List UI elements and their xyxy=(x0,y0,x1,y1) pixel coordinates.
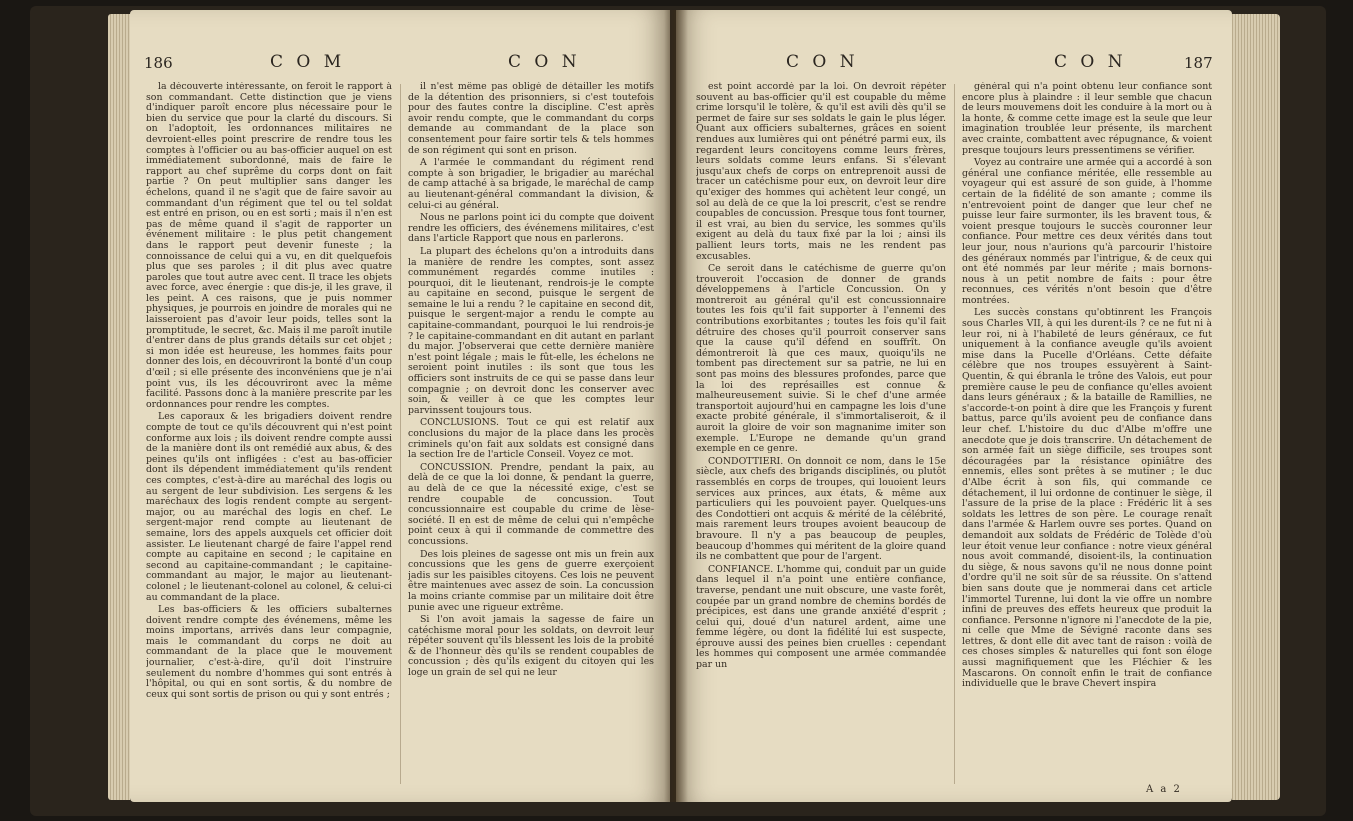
paragraph: général qui n'a point obtenu leur confiance sont encore plus à plaindre : il leur semble que chacun de leurs mouvemens doit les conduire à la mort ou à la honte, & comme cette image est la seule que leur imagination troublée leur présente, ils marchent avec crainte, combattent avec répugnance, & voient presque toujours leurs pressentimens se vérifier. xyxy=(962,82,1212,156)
left-folio: 186 xyxy=(144,54,173,72)
column-rule xyxy=(400,84,401,784)
signature-mark: A a 2 xyxy=(1146,784,1182,795)
column-rule xyxy=(954,84,955,784)
left-running-head-right: C O N xyxy=(508,52,581,72)
left-page xyxy=(130,10,670,802)
left-column-2 xyxy=(408,82,654,790)
paragraph: CONCUSSION. Prendre, pendant la paix, au delà de ce que la loi donne, & pendant la guerre, au delà de ce que la nécessité exige, c'est se rendre coupable de concussion. Tout concussionnaire est coupable du crime de lèse-société. Il en est de même de celui qui n'empêche point ceux à qui il commande de commettre des concussions. xyxy=(408,461,654,547)
paragraph: Nous ne parlons point ici du compte que doivent rendre les officiers, des événemens militaires, c'est dans l'article Rapport que nous en parlerons. xyxy=(408,212,654,245)
right-column-1 xyxy=(696,82,946,790)
left-column-1 xyxy=(146,82,392,790)
right-running-head-left: C O N xyxy=(786,52,859,72)
paragraph: Les succès constans qu'obtinrent les François sous Charles VII, à qui les durent-ils ? ce ne fut ni à leur roi, ni à l'habileté de leurs généraux, ce fut uniquement à la confiance aveugle qu'ils avoient mise dans la Pucelle d'Orléans. Cette défaite célèbre que nos troupes essuyèrent à Saint-Quentin, & qui ébranla le trône des Valois, eut pour première cause le peu de confiance qu'elles avoient dans leurs généraux ; & la bataille de Ramillies, ne s'accorde-t-on point à dire que les François y furent battus, parce qu'ils avoient peu de confiance dans leur chef. L'histoire du duc d'Albe m'offre une anecdote que je dois transcrire. Un détachement de son armée fait un siège difficile, ses troupes sont découragées par la résistance opiniâtre des ennemis, elles sont prêtes à se mutiner ; le duc d'Albe écrit à son fils, qui commande ce détachement, il lui ordonne de continuer le siège, il l'assure de la prise de la place : Frédéric lit à ses soldats les lettres de son père. Le courage renaît dans l'armée & Harlem ouvre ses portes. Quand on demandoit aux soldats de Frédéric de Tolède d'où leur étoit venue leur confiance : notre vieux général nous avoit commandé, disoient-ils, la continuation du siège, & nous savons qu'il ne nous donne point d'ordre qu'il ne soit sûr de sa réussite. On s'attend bien sans doute que je nommerai dans cet article l'immortel Turenne, lui dont la vie offre un nombre infini de preuves des effets heureux que produit la confiance. Personne n'ignore ni l'anecdote de la pie, ni celle que Mme de Sévigné raconte dans ses lettres, & dont elle dit avec tant de raison : voilà de ces choses simples & naturelles qui font son éloge aussi magnifiquement que les Fléchier & les Mascarons. On connoît enfin le trait de confiance individuelle que le brave Chevert inspira xyxy=(962,307,1212,690)
right-page xyxy=(676,10,1232,802)
paragraph: CONCLUSIONS. Tout ce qui est relatif aux conclusions du major de la place dans les procès criminels qu'on fait aux soldats est consigné dans la section Ire de l'article Conseil. Voyez ce mot. xyxy=(408,417,654,461)
left-page-edges xyxy=(108,14,130,800)
paragraph: Les caporaux & les brigadiers doivent rendre compte de tout ce qu'ils découvrent qui n'est point conforme aux lois ; ils doivent rendre compte aussi de la manière dont ils ont remédié aux abus, & des peines qu'ils ont infligées : c'est au bas-officier dont ils dépendent immédiatement qu'ils rendent ces comptes, c'est-à-dire au maréchal des logis ou au sergent de leur subdivision. Les sergens & les maréchaux des logis rendent compte au sergent-major, ou au maréchal des logis en chef. Le sergent-major rend compte au lieutenant de semaine, lors des appels auxquels cet officier doit assister. Le lieutenant chargé de faire l'appel rend compte au capitaine en second ; le capitaine en second au capitaine-commandant ; le capitaine-commandant au major, le major au lieutenant-colonel ; le lieutenant-colonel au colonel, & celui-ci au commandant de la place. xyxy=(146,411,392,603)
paragraph: il n'est même pas obligé de détailler les motifs de la détention des prisonniers, si c'est toutefois pour des fautes contre la discipline. C'est après avoir rendu compte, que le commandant du corps demande au commandant de la place son consentement pour faire sortir tels & tels hommes de son régiment qui sont en prison. xyxy=(408,82,654,156)
paragraph: A l'armée le commandant du régiment rend compte à son brigadier, le brigadier au maréchal de camp attaché à sa brigade, le maréchal de camp au lieutenant-général commandant la division, & celui-ci au général. xyxy=(408,157,654,211)
paragraph: Voyez au contraire une armée qui a accordé à son général une confiance méritée, elle ressemble au voyageur qui est assuré de son guide, à l'homme certain de la fidélité de son amante ; comme ils n'entrevoient point de danger que leur chef ne puisse leur faire surmonter, ils les bravent tous, & voient presque toujours le succès couronner leur confiance. Pour mettre ces deux vérités dans tout leur jour, nous n'aurions qu'à parcourir l'histoire des généraux nommés par l'intrigue, & de ceux qui ont été nommés par leur mérite ; mais bornons-nous à un petit nombre de faits : pour être reconnues, ces vérités n'ont besoin que d'être montrées. xyxy=(962,157,1212,306)
paragraph: La plupart des échelons qu'on a introduits dans la manière de rendre les comptes, sont assez communément regardés comme inutiles : pourquoi, dit le lieutenant, rendrois-je le compte au capitaine en second, puisque le sergent de semaine le lui a rendu ? le capitaine en second dit, puisque le sergent-major a rendu le compte au capitaine-commandant, pourquoi le lui rendrois-je ? le capitaine-commandant en dit autant en parlant du major. J'observerai que cette dernière manière n'est point légale ; mais le fût-elle, les échelons ne seroient point inutiles : ils sont que tous les officiers sont instruits de ce qui se passe dans leur compagnie ; on devroit donc les conserver avec soin, & veiller à ce que les comptes leur parvinssent toujours tous. xyxy=(408,245,654,416)
left-running-head-left: C O M xyxy=(270,52,346,72)
paragraph: Si l'on avoit jamais la sagesse de faire un catéchisme moral pour les soldats, on devroit leur répéter souvent qu'ils blessent les lois de la probité & de l'honneur dès qu'ils se rendent coupables de concussion ; dès qu'ils exigent du citoyen qui les loge un grain de sel qui ne leur xyxy=(408,614,654,679)
paragraph: CONDOTTIERI. On donnoit ce nom, dans le 15e siècle, aux chefs des brigands disciplinés, ou plutôt rassemblés en corps de troupes, qui louoient leurs services aux princes, aux états, & même aux particuliers qui les pouvoient payer. Quelques-uns des Condottieri ont acquis & mérité de la célébrité, mais rarement leurs troupes avoient beaucoup de bravoure. Il n'y a pas beaucoup de peuples, beaucoup d'hommes qui méritent de la gloire quand ils ne combattent que pour de l'argent. xyxy=(696,455,946,563)
paragraph: est point accordé par la loi. On devroit répéter souvent au bas-officier qu'il est coupable du même crime lorsqu'il le tolère, & qu'il est avili dès qu'il se permet de faire sur ses soldats le gain le plus léger. Quant aux officiers subalternes, grâces en soient rendues aux lumières qui ont pénétré parmi eux, ils regardent leurs concitoyens comme leurs frères, leurs soldats comme leurs enfans. Si s'élevant jusqu'aux chefs de corps on entreprenoit aussi de tracer un catéchisme pour eux, on devroit leur dire qu'exiger des hommes qui achètent leur congé, un sol au delà de ce que la loi prescrit, c'est se rendre coupables de concussion. Presque tous font tourner, il est vrai, au bien du service, les sommes qu'ils exigent au delà du taux fixé par la loi ; ainsi ils pallient leurs torts, mais ne les rendent pas excusables. xyxy=(696,82,946,262)
right-running-head-right: C O N xyxy=(1054,52,1127,72)
book-gutter xyxy=(664,10,688,802)
paragraph: la découverte intéressante, on feroit le rapport à son commandant. Cette distinction que je viens d'indiquer paroît encore plus nécessaire pour le bien du service que pour la clarté du discours. Si on l'adoptoit, les ordonnances militaires ne devroient-elles point prescrire de rendre tous les comptes à l'officier ou au bas-officier auquel on est immédiatement subordonné, mais de faire le rapport au chef suprême du corps dont on fait partie ? On peut multiplier sans danger les échelons, quand il ne s'agit que de faire savoir au commandant d'un régiment que tel ou tel soldat est entré en prison, ou en est sorti ; mais il n'en est pas de même quand il s'agit de rapporter un événement militaire : le plus petit changement dans le rapport peut devenir funeste ; la connoissance de celui qui a vu, en dit quelquefois plus que ses paroles ; il dit plus avec quatre paroles que tout autre avec cent. Il trace les objets avec force, avec énergie : que dis-je, il les grave, il les peint. A ces raisons, que je puis nommer physiques, je pourrois en joindre de morales qui ne laisseroient pas d'avoir leur poids, telles sont la promptitude, le secret, &c. Mais il me paroît inutile d'entrer dans de plus grands détails sur cet objet ; si mon idée est heureuse, les hommes faits pour donner des lois, en découvriront la bonté d'un coup d'œil ; si elle présente des inconvéniens que je n'ai point vus, ils les découvriront avec la même facilité. Passons donc à la manière prescrite par les ordonnances pour rendre les comptes. xyxy=(146,82,392,410)
right-column-2 xyxy=(962,82,1212,778)
paragraph: Les bas-officiers & les officiers subalternes doivent rendre compte des événemens, même les moins importans, arrivés dans leur compagnie, mais le commandant du corps ne doit au commandant de la place que le mouvement journalier, c'est-à-dire, qu'il doit l'instruire seulement du nombre d'hommes qui sont entrés à l'hôpital, ou qui en sont sortis, & du nombre de ceux qui sont sortis de prison ou qui y sont entrés ; xyxy=(146,604,392,700)
paragraph: Ce seroit dans le catéchisme de guerre qu'on trouveroit l'occasion de donner de grands développemens à l'article Concussion. On y montreroit au général qu'il est concussionnaire toutes les fois qu'il fait supporter à l'ennemi des contributions exorbitantes ; toutes les fois qu'il fait détruire des choses qu'il pourroit conserver sans que la cause qu'il défend en souffrît. On démontreroit là que ces maux, quoiqu'ils ne tombent pas directement sur sa patrie, ne lui en sont pas moins des blessures profondes, parce que la loi des représailles est connue & malheureusement suivie. Si le chef d'une armée transportoit aujourd'hui en campagne les lois d'une exacte probité générale, il s'immortaliseroit, & il auroit la gloire de voir son magnanime imiter son exemple. L'Europe ne demande qu'un grand exemple en ce genre. xyxy=(696,263,946,455)
paragraph: Des lois pleines de sagesse ont mis un frein aux concussions que les gens de guerre exerçoient jadis sur les paisibles citoyens. Ces lois ne peuvent être maintenues avec assez de soin. La concussion la moins criante commise par un militaire doit être punie avec une rigueur extrême. xyxy=(408,548,654,613)
paragraph: CONFIANCE. L'homme qui, conduit par un guide dans lequel il n'a point une entière confiance, traverse, pendant une nuit obscure, une vaste forêt, coupée par un grand nombre de chemins bordés de précipices, est dans une grande anxiété d'esprit ; celui qui, doué d'un naturel ardent, aime une femme légère, ou dont la fidélité lui est suspecte, éprouve aussi des peines bien cruelles : cependant les hommes qui composent une armée commandée par un xyxy=(696,563,946,671)
right-folio: 187 xyxy=(1184,54,1213,72)
right-page-edges xyxy=(1232,14,1280,800)
